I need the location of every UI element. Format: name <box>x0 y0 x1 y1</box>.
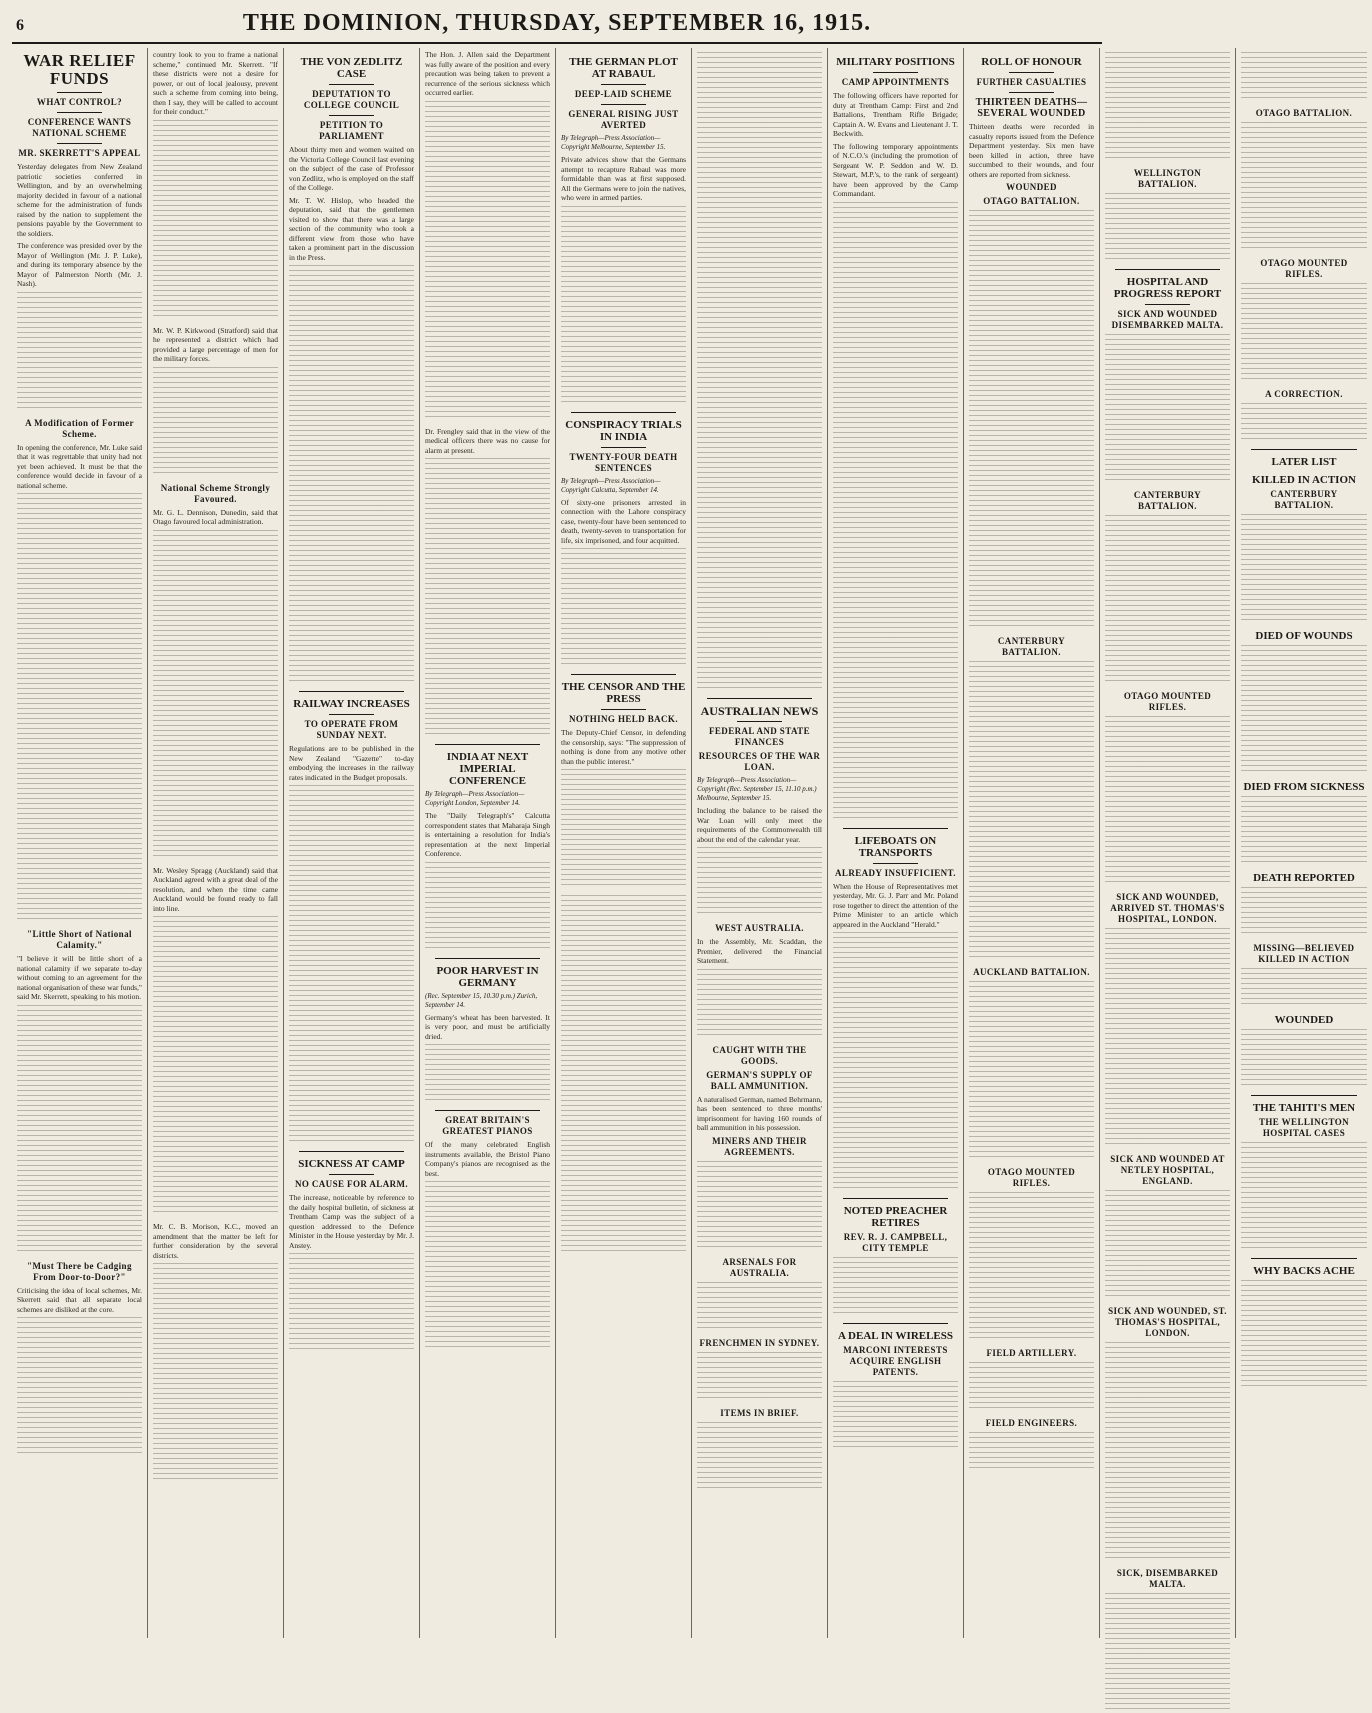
article-midhead: A Modification of Former Scheme. <box>25 417 134 439</box>
article-midhead: National Scheme Strongly Favoured. <box>160 482 271 504</box>
subhead-insufficient: ALREADY INSUFFICIENT. <box>835 867 956 878</box>
headline-conspiracy-trials: CONSPIRACY TRIALS IN INDIA <box>565 418 682 443</box>
article-paragraph: The following temporary appointments of N.C.O.'s (including the promotion of Sergeant W. P. Seddon and W. D. Stewart, M.P.'s, to the rank of sergeant) have been approved by the Camp Commandant. <box>833 141 958 198</box>
dateline: (Rec. September 15, 10.30 p.m.) Zurich, September 14. <box>425 991 538 1009</box>
dateline: By Telegraph—Press Association—Copyright London, September 14. <box>425 790 525 807</box>
article-paragraph: Mr. Wesley Spragg (Auckland) said that Auckland agreed with a great deal of the resolution, and when the time came Auckland would be found ready to fall into line. <box>153 865 278 913</box>
article-paragraph: The conference was presided over by the Mayor of Wellington (Mr. J. P. Luke), and during its temporary absence by the Mayor of Palmerston North (Mr. J. Nash). <box>17 241 142 288</box>
article-paragraph: In the Assembly, Mr. Scaddan, the Premier, delivered the Financial Statement. <box>697 937 822 965</box>
unit-heading: OTAGO MOUNTED RIFLES. <box>1123 691 1212 712</box>
unit-heading: AUCKLAND BATTALION. <box>973 967 1090 977</box>
headline-military-positions: MILITARY POSITIONS <box>836 56 955 68</box>
article-paragraph: The increase, noticeable by reference to the daily hospital bulletin, of sickness at Trentham Camp was the subject of a question addressed to the Defence Minister in the House yesterday by Mr. J. Anstey. <box>289 1193 414 1250</box>
subhead-sunday: TO OPERATE FROM SUNDAY NEXT. <box>304 719 399 740</box>
headline-poor-harvest: POOR HARVEST IN GERMANY <box>436 964 539 989</box>
article-midhead: "Must There be Cadging From Door-to-Door?" <box>27 1260 132 1282</box>
headline-preacher-retires: NOTED PREACHER RETIRES <box>843 1205 948 1229</box>
article-paragraph: About thirty men and women waited on the Victoria College Council last evening on the subject of the case of Professor von Zedlitz, who is employed on the staff of the College. <box>289 145 414 192</box>
headline-lifeboats: LIFEBOATS ON TRANSPORTS <box>854 834 937 859</box>
masthead <box>12 10 1102 44</box>
subhead-items: ITEMS IN BRIEF. <box>720 1407 799 1418</box>
subhead-no-cause: NO CAUSE FOR ALARM. <box>294 1179 409 1189</box>
column-10 <box>1236 48 1372 1638</box>
column-1 <box>12 48 148 1638</box>
column-2 <box>148 48 284 1638</box>
subhead-thirteen-deaths: THIRTEEN DEATHS—SEVERAL WOUNDED <box>975 97 1088 119</box>
dateline: By Telegraph—Press Association—Copyright Calcutta, September 14. <box>561 476 661 494</box>
article-paragraph: Criticising the idea of local schemes, Mr. Skerrett said that all separate local schemes are disliked at the core. <box>17 1285 142 1314</box>
article-paragraph: "I believe it will be little short of a national calamity if we separate to-day without coming to an agreement for the national organisation of these war funds," said Mr. Skerrett, speaking to his motion. <box>17 954 142 1001</box>
subhead-arsenals: ARSENALS FOR AUSTRALIA. <box>722 1256 797 1278</box>
subhead-miners: MINERS AND THEIR AGREEMENTS. <box>712 1135 807 1157</box>
subhead-camp-appointments: CAMP APPOINTMENTS <box>841 77 950 87</box>
article-paragraph: country look to you to frame a national scheme," continued Mr. Skerrett. "If these districts were not a desire for power, or out of local jealousy, prevent such a scheme from coming into being, then I say, they will be called to account for their conduct." <box>153 50 278 116</box>
subhead-hospital-cases: THE WELLINGTON HOSPITAL CASES <box>1258 1117 1350 1138</box>
headline-roll-of-honour: ROLL OF HONOUR <box>981 56 1082 68</box>
article-paragraph: A naturalised German, named Behrmann, has been sentenced to three months' imprisonment for having 160 rounds of ball ammunition in his possession. <box>697 1094 822 1132</box>
dateline: By Telegraph—Press Association—Copyright Melbourne, September 15. <box>561 134 666 151</box>
article-paragraph: In opening the conference, Mr. Luke said that it was regrettable that unity had not yet been achieved. It must be that the conference would decide in favour of a national scheme. <box>17 442 142 490</box>
unit-heading: FIELD ARTILLERY. <box>986 1348 1077 1358</box>
headline-von-zedlitz: THE VON ZEDLITZ CASE <box>300 56 403 80</box>
subhead-conference: CONFERENCE WANTS NATIONAL SCHEME <box>27 117 132 138</box>
subhead-west-australia: WEST AUSTRALIA. <box>715 923 804 933</box>
subhead-malta: SICK AND WOUNDED DISEMBARKED MALTA. <box>1111 309 1224 330</box>
unit-heading: OTAGO MOUNTED RIFLES. <box>1260 258 1348 279</box>
headline-wounded: WOUNDED <box>1274 1014 1334 1026</box>
article-paragraph: The Deputy-Chief Censor, in defending the censorship, says: "The suppression of nothing is done from any motive other than the public interest." <box>561 728 686 766</box>
article-midhead: "Little Short of National Calamity." <box>27 929 132 950</box>
headline-censor-press: THE CENSOR AND THE PRESS <box>561 681 686 705</box>
article-paragraph: When the House of Representatives met yesterday, Mr. G. J. Parr and Mr. Poland rose together to direct the attention of the Prime Minister to an article which appeared in the Auckland "Herald." <box>833 881 958 929</box>
subhead-deputation: DEPUTATION TO COLLEGE COUNCIL <box>303 89 400 110</box>
unit-heading: WELLINGTON BATTALION. <box>1133 168 1202 189</box>
article-paragraph: Including the balance to be raised the War Loan will only meet the requirements of the Commonwealth till about the end of the calendar year. <box>697 806 822 844</box>
headline-death-reported: DEATH REPORTED <box>1253 872 1355 884</box>
article-paragraph: The "Daily Telegraph's" Calcutta correspondent states that Maharaja Singh is entertaining a resolution for India's representation at the next Imperial Conference. <box>425 811 550 858</box>
column-3 <box>284 48 420 1638</box>
headline-railway-increases: RAILWAY INCREASES <box>293 698 410 710</box>
article-paragraph: Mr. G. L. Dennison, Dunedin, said that Otago favoured local administration. <box>153 507 278 526</box>
unit-heading: OTAGO MOUNTED RIFLES. <box>987 1167 1076 1188</box>
subhead-netley: SICK AND WOUNDED AT NETLEY HOSPITAL, ENGLAND. <box>1110 1154 1225 1186</box>
column-8 <box>964 48 1100 1638</box>
headline-later-list: LATER LIST <box>1271 456 1337 468</box>
subhead-sick-malta: SICK, DISEMBARKED MALTA. <box>1116 1568 1219 1589</box>
unit-heading: FIELD ENGINEERS. <box>985 1418 1078 1428</box>
column-6 <box>692 48 828 1638</box>
headline-hospital-report: HOSPITAL AND PROGRESS REPORT <box>1113 276 1222 300</box>
subhead-caught: CAUGHT WITH THE GOODS. <box>712 1044 807 1066</box>
headline-killed-in-action: KILLED IN ACTION <box>1252 474 1356 486</box>
unit-heading: OTAGO BATTALION. <box>1255 108 1353 118</box>
article-paragraph: Thirteen deaths were recorded in casualty reports issued from the Defence Department yesterday. Six men have been killed in action, three have succumbed to their wounds, and four others are reported from sickness. <box>969 122 1094 179</box>
headline-australian-news: AUSTRALIAN NEWS <box>700 704 819 718</box>
subhead-further-casualties: FURTHER CASUALTIES <box>976 77 1087 87</box>
headline-died-from-sickness: DIED FROM SICKNESS <box>1243 781 1365 793</box>
subhead-federal-finances: FEDERAL AND STATE FINANCES <box>709 726 810 747</box>
unit-heading: OTAGO BATTALION. <box>983 196 1080 206</box>
columns <box>12 48 1365 1638</box>
page-number: 6 <box>16 17 24 34</box>
subhead-ammunition: GERMAN'S SUPPLY OF BALL AMMUNITION. <box>706 1069 813 1091</box>
article-paragraph: Regulations are to be published in the New Zealand "Gazette" to-day embodying the increases in the railway rates indicated in the Budget proposals. <box>289 744 414 782</box>
headline-why-backs-ache: WHY BACKS ACHE <box>1253 1265 1355 1277</box>
article-paragraph: Of the many celebrated English instruments available, the Bristol Piano Company's pianos are recognised as the best. <box>425 1140 550 1178</box>
newspaper-title: THE DOMINION, THURSDAY, SEPTEMBER 16, 1915. <box>242 10 872 36</box>
article-paragraph: The Hon. J. Allen said the Department was fully aware of the position and every precaution was being taken to prevent a recurrence of the serious sickness which occurred earlier. <box>425 50 550 97</box>
subhead-nothing-held: NOTHING HELD BACK. <box>569 714 678 724</box>
article-paragraph: The following officers have reported for duty at Trentham Camp: First and 2nd Battalions, Trentham Rifle Brigade; Captain A. W. Evans and Lieutenant J. T. Beckwith. <box>833 91 958 138</box>
dateline: By Telegraph—Press Association—Copyright (Rec. September 15, 11.10 p.m.) Melbourne, September 15. <box>697 776 817 802</box>
unit-heading: CANTERBURY BATTALION. <box>1133 490 1202 511</box>
headline-wireless: A DEAL IN WIRELESS <box>837 1330 954 1342</box>
headline-sickness-at-camp: SICKNESS AT CAMP <box>298 1158 405 1170</box>
column-7 <box>828 48 964 1638</box>
subhead-st-thomas-2: SICK AND WOUNDED, ST. THOMAS'S HOSPITAL, LONDON. <box>1108 1306 1227 1338</box>
subhead-what-control: WHAT CONTROL? <box>36 97 123 107</box>
headline-war-relief-funds: WAR RELIEF FUNDS <box>23 51 136 88</box>
headline-german-plot: THE GERMAN PLOT AT RABAUL <box>569 56 678 80</box>
article-paragraph: Germany's wheat has been harvested. It is very poor, and must be artificially dried. <box>425 1012 550 1041</box>
subhead-wounded: WOUNDED <box>1006 182 1057 192</box>
subhead-deep-laid: DEEP-LAID SCHEME <box>574 89 673 99</box>
headline-missing: MISSING—BELIEVED KILLED IN ACTION <box>1253 943 1355 964</box>
subhead-rising-averted: GENERAL RISING JUST AVERTED <box>568 109 679 130</box>
article-paragraph: Mr. C. B. Morison, K.C., moved an amendment that the matter be left for further consideration by the several districts. <box>153 1222 278 1260</box>
subhead-marconi: MARCONI INTERESTS ACQUIRE ENGLISH PATENTS. <box>843 1345 948 1377</box>
headline-india-conference: INDIA AT NEXT IMPERIAL CONFERENCE <box>446 751 529 787</box>
subhead-death-sentences: TWENTY-FOUR DEATH SENTENCES <box>569 451 678 473</box>
column-9 <box>1100 48 1236 1638</box>
subhead-st-thomas: SICK AND WOUNDED, ARRIVED ST. THOMAS'S HOSPITAL, LONDON. <box>1110 892 1225 924</box>
unit-heading: CANTERBURY BATTALION. <box>997 636 1066 657</box>
subhead-petition: PETITION TO PARLIAMENT <box>319 120 384 141</box>
headline-tahiti-men: THE TAHITI'S MEN <box>1252 1102 1356 1114</box>
column-4 <box>420 48 556 1638</box>
column-5 <box>556 48 692 1638</box>
subhead-war-loan: RESOURCES OF THE WAR LOAN. <box>698 751 821 772</box>
subhead-frenchmen: FRENCHMEN IN SYDNEY. <box>699 1337 820 1348</box>
article-paragraph: Private advices show that the Germans attempt to recapture Rabaul was more formidable than was at first supposed. All the Germans were to join the natives, who were in armed parties. <box>561 155 686 202</box>
headline-died-of-wounds: DIED OF WOUNDS <box>1255 630 1353 642</box>
headline-pianos: GREAT BRITAIN'S GREATEST PIANOS <box>442 1115 533 1136</box>
article-paragraph: Yesterday delegates from New Zealand patriotic societies conferred in Wellington, and by an overwhelming majority decided in favour of a national scheme for the administration of funds raised by the nation to supplement the pensions payable by the Government to the soldiers. <box>17 162 142 238</box>
subhead-skerrett-appeal: MR. SKERRETT'S APPEAL <box>18 148 141 158</box>
article-paragraph: Of sixty-one prisoners arrested in connection with the Lahore conspiracy case, twenty-four have been sentenced to death, twenty-seven to transportation for life, six imprisoned, and four acquitted. <box>561 497 686 545</box>
subhead-correction: A CORRECTION. <box>1265 389 1343 399</box>
article-paragraph: Dr. Frengley said that in the view of the medical officers there was no cause for alarm at present. <box>425 426 550 455</box>
subhead-campbell: REV. R. J. CAMPBELL, CITY TEMPLE <box>843 1232 948 1253</box>
article-paragraph: Mr. W. P. Kirkwood (Stratford) said that he represented a district which had provided a large percentage of men for the military forces. <box>153 325 278 363</box>
unit-heading: CANTERBURY BATTALION. <box>1270 489 1338 510</box>
article-paragraph: Mr. T. W. Hislop, who headed the deputation, said that the gentlemen visited to show that there was a large section of the community who took a different view from those who have taken a prominent part in the discussion in the Press. <box>289 195 414 262</box>
